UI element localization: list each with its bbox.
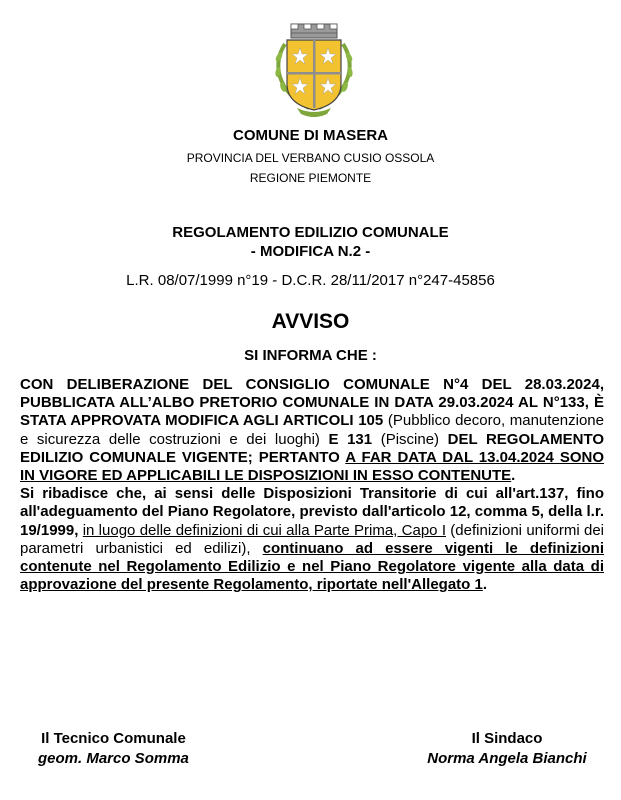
law-reference: L.R. 08/07/1999 n°19 - D.C.R. 28/11/2017 n°247-45856 xyxy=(126,272,495,289)
signature-name: Norma Angela Bianchi xyxy=(427,750,587,767)
text-segment: DEL REGOLAMENTO EDILIZIO COMUNALE VIGENTE; PERTANTO xyxy=(20,430,605,466)
province-name: PROVINCIA DEL VERBANO CUSIO OSSOLA xyxy=(186,151,435,165)
underlined-definitions: in luogo delle definizioni di cui alla Parte Prima, Capo I xyxy=(82,521,446,539)
municipality-name: COMUNE DI MASERA xyxy=(232,127,388,144)
text-segment: (Piscine) xyxy=(380,430,440,448)
region-name: REGIONE PIEMONTE xyxy=(249,171,372,185)
text-segment: . xyxy=(511,467,516,485)
crown-icon xyxy=(291,24,337,38)
text-segment: E 131 xyxy=(319,430,381,448)
underlined-effective-date: A FAR DATA DAL 13.04.2024 SONO IN VIGORE ED APPLICABILI LE DISPOSIZIONI IN ESSO CONTENUTE xyxy=(20,448,605,485)
underlined-vigenti: continuano ad essere vigenti le definizioni contenute nel Regolamento Edilizio e nel Piano Regolatore vigente alla data di approvazione del presente Regolamento, riportate nell'Allegato 1 xyxy=(20,539,604,594)
coat-of-arms-emblem xyxy=(269,22,359,122)
text-segment: Si ribadisce che, ai sensi delle Disposizioni Transitorie di cui all'art.137, fino all'adeguamento del Piano Regolatore, previsto dall'articolo 12, comma 5, della l.r. 19/1999, xyxy=(20,485,604,539)
paragraph-transitional xyxy=(20,485,604,594)
text-segment: . xyxy=(482,576,488,594)
notice-intro: SI INFORMA CHE : xyxy=(244,347,377,364)
text-segment: (definizioni uniformi dei parametri urbanistici ed edilizi), xyxy=(20,521,604,557)
signature-name: geom. Marco Somma xyxy=(38,750,189,767)
signature-mayor xyxy=(412,729,602,769)
text-segment: (Pubblico decoro, manutenzione e sicurezza delle costruzioni e dei luoghi) xyxy=(20,412,604,448)
paragraph-deliberation xyxy=(20,376,604,485)
signature-role: Il Tecnico Comunale xyxy=(41,730,186,747)
document-title: REGOLAMENTO EDILIZIO COMUNALE xyxy=(172,224,449,241)
notice-body xyxy=(20,376,604,594)
signature-role: Il Sindaco xyxy=(471,730,543,747)
notice-title: AVVISO xyxy=(271,310,350,333)
text-segment: CON DELIBERAZIONE DEL CONSIGLIO COMUNALE N°4 DEL 28.03.2024, PUBBLICATA ALL’ALBO PRETORIO COMUNALE IN DATA 29.03.2024 AL N°133, È STATA APPROVATA MODIFICA AGLI ARTICOLI 105 xyxy=(20,376,604,430)
signature-technician xyxy=(38,729,189,769)
document-subtitle: - MODIFICA N.2 - xyxy=(250,243,371,260)
